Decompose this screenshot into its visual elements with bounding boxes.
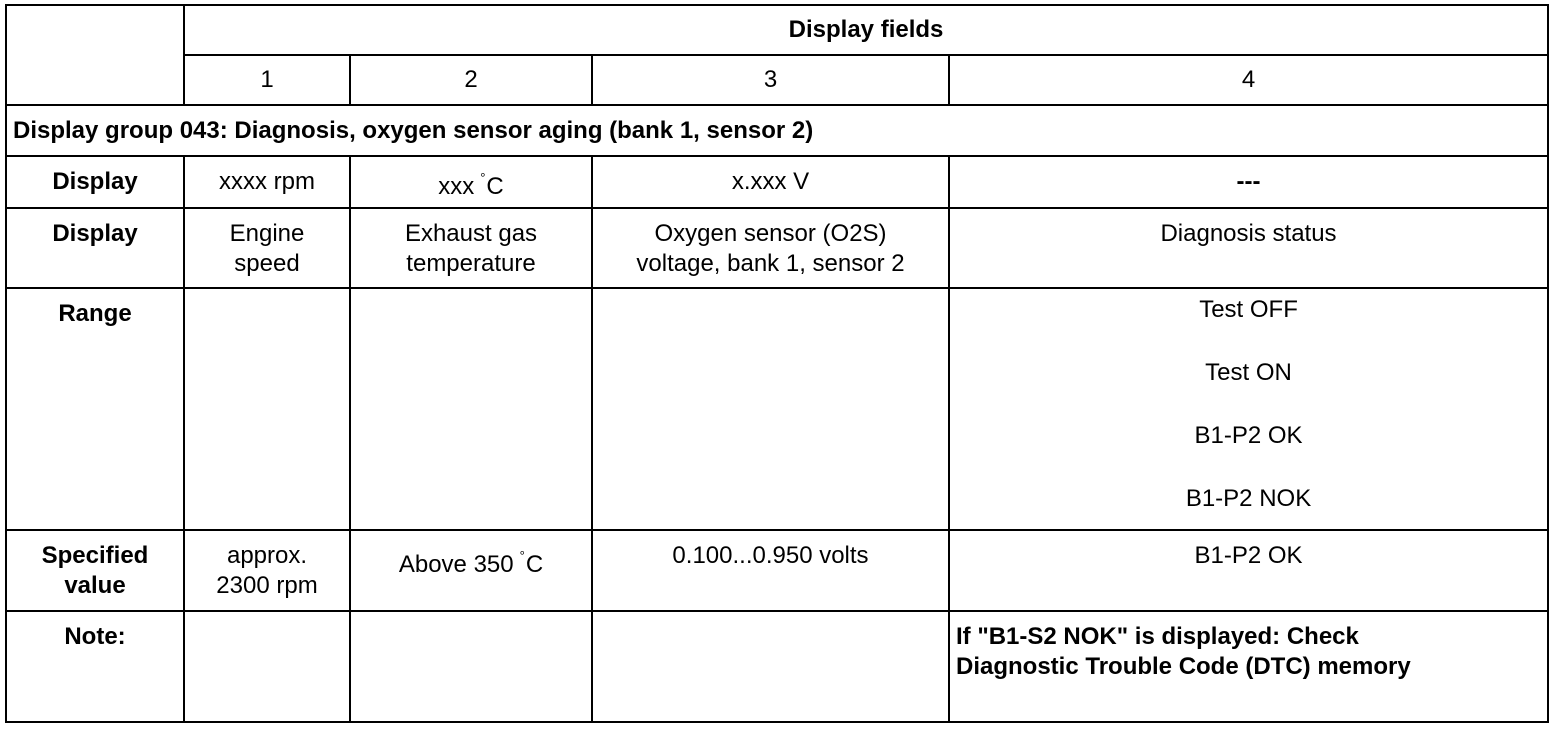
exhaust-temp-name-line2: temperature [406,250,536,277]
diagnosis-status-spec: B1-P2 OK [949,530,1548,611]
note-text-line2: Diagnostic Trouble Code (DTC) memory [956,653,1411,680]
header-row [6,5,1548,55]
engine-speed-spec [184,530,350,611]
specified-label-line2: value [64,572,126,599]
degree-sign: ° [480,169,486,185]
exhaust-temp-name-line1: Exhaust gas [404,220,538,247]
column-number-3: 3 [592,55,949,105]
engine-speed-name-line2: speed [234,250,300,277]
group-title-row [6,105,1548,156]
specified-row [6,530,1548,611]
o2s-voltage-name-line1: Oxygen sensor (O2S) [654,220,887,247]
exhaust-temp-format-unit: C [486,172,504,200]
range-cell-1 [184,288,350,530]
range-row [6,288,1548,530]
note-cell-2 [350,611,592,722]
range-label: Range [6,288,184,530]
group-title: Display group 043: Diagnosis, oxygen sensor aging (bank 1, sensor 2) [6,105,1548,156]
note-row [6,611,1548,722]
exhaust-temp-spec [350,530,592,611]
engine-speed-format: xxxx rpm [184,156,350,208]
o2s-voltage-name-line2: voltage, bank 1, sensor 2 [636,250,905,277]
display-names-row [6,208,1548,288]
engine-speed-name-line1: Engine [229,220,305,247]
exhaust-temp-name [350,208,592,288]
note-cell-1 [184,611,350,722]
range-cell-3 [592,288,949,530]
o2s-voltage-format: x.xxx V [592,156,949,208]
column-number-1: 1 [184,55,350,105]
column-number-row [6,55,1548,105]
display-label: Display [6,156,184,208]
display-values-row [6,156,1548,208]
range-test-on: Test ON [1205,359,1292,386]
display-group-table [5,4,1549,723]
engine-speed-spec-line1: approx. [226,542,308,569]
exhaust-temp-format [350,156,592,208]
o2s-voltage-name [592,208,949,288]
display-fields-header: Display fields [184,5,1548,55]
range-test-off: Test OFF [1199,296,1298,323]
exhaust-temp-spec-unit: C [525,551,544,578]
o2s-voltage-spec: 0.100...0.950 volts [592,530,949,611]
range-cell-2 [350,288,592,530]
diagnosis-status-name: Diagnosis status [949,208,1548,288]
engine-speed-name [184,208,350,288]
range-cell-4 [949,288,1548,530]
note-cell-3 [592,611,949,722]
range-b1-p2-nok: B1-P2 NOK [1185,485,1312,512]
note-text-line1: If "B1-S2 NOK" is displayed: Check [956,623,1359,650]
range-b1-p2-ok: B1-P2 OK [1194,422,1303,449]
specified-label [6,530,184,611]
corner-cell [6,5,184,105]
specified-label-line1: Specified [41,542,149,569]
diagnosis-status-format: --- [949,156,1548,208]
column-number-2: 2 [350,55,592,105]
exhaust-temp-format-value: xxx [438,172,475,200]
engine-speed-spec-line2: 2300 rpm [216,572,318,599]
display-label: Display [6,208,184,288]
note-text [949,611,1548,722]
note-label: Note: [6,611,184,722]
degree-sign: ° [519,548,525,563]
exhaust-temp-spec-value: Above 350 [398,551,514,578]
column-number-4: 4 [949,55,1548,105]
